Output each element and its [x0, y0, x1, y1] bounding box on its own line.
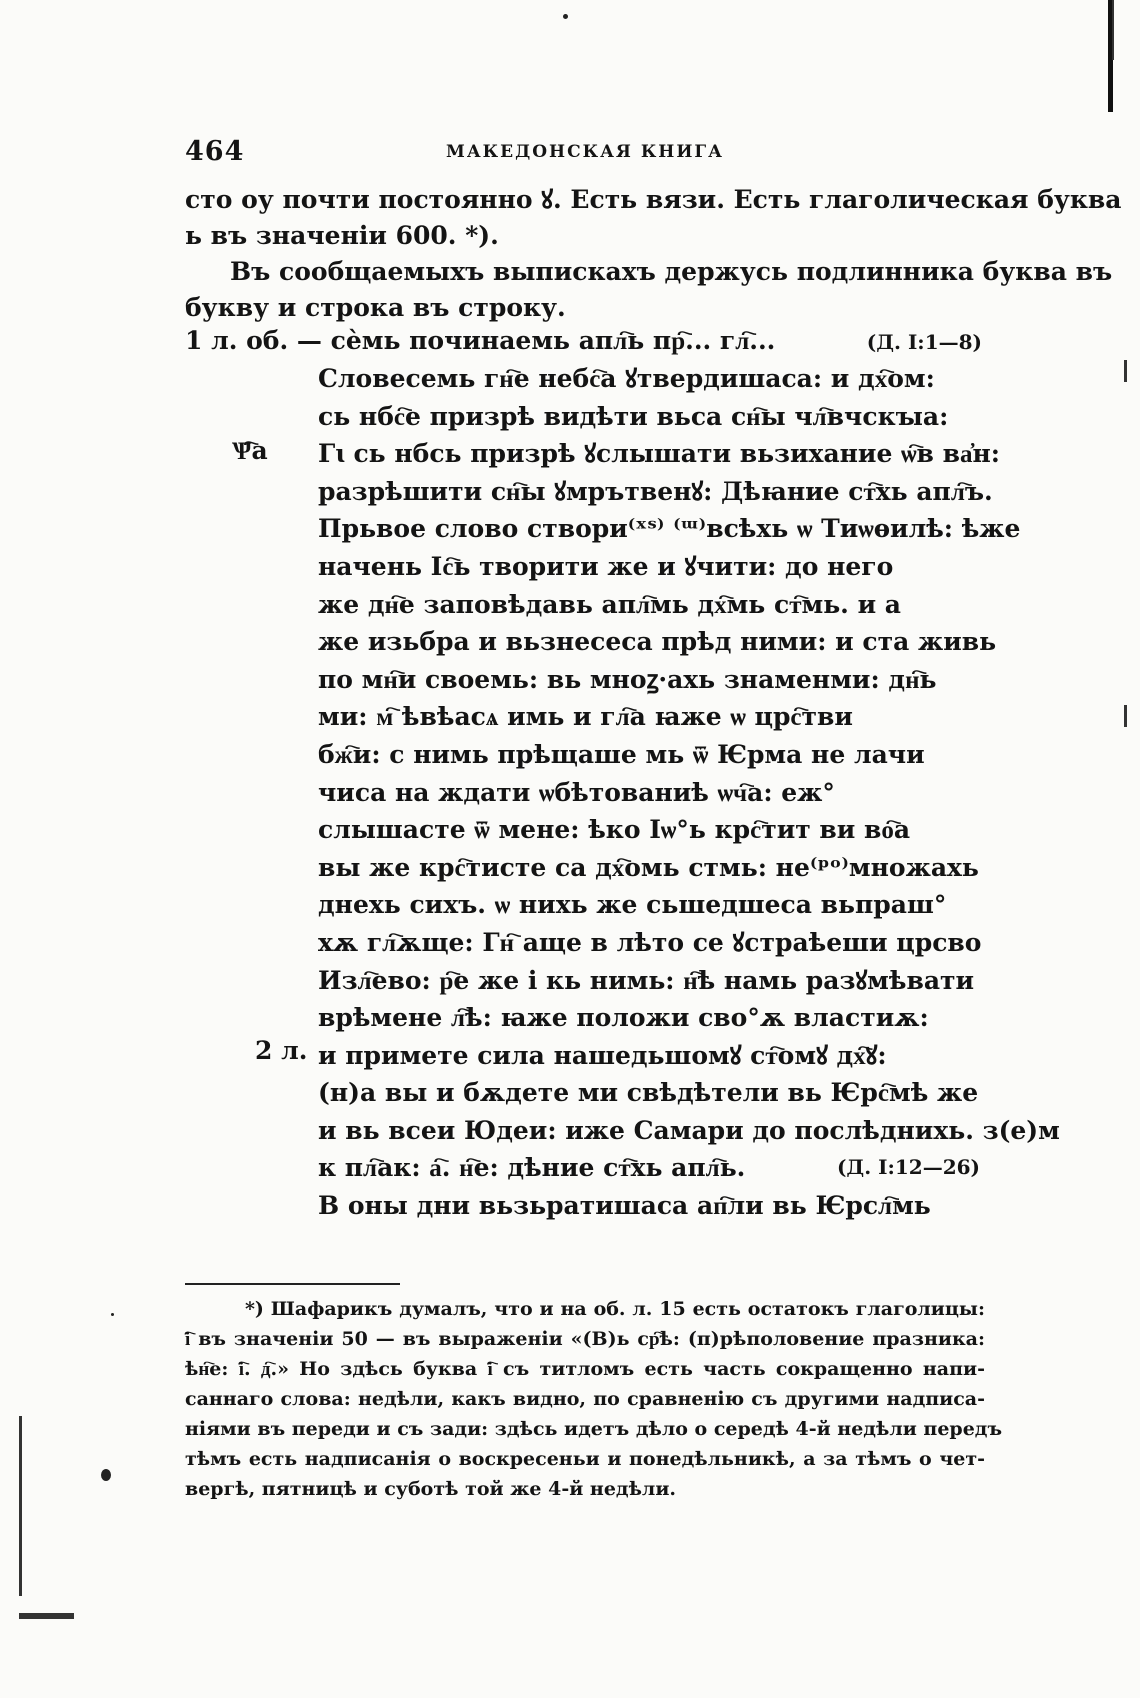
verse-line: Изл҇ево: р҇е же і кь нимь: н҇ѣ намь разꙋмѣвати — [318, 965, 975, 995]
scan-speck — [111, 1313, 114, 1316]
intro-line: букву и строка въ строку. — [185, 293, 566, 322]
second-reference: (Д. I:12—26) — [836, 1155, 980, 1180]
verse-line: днехь сихъ. ѡ нихь же сьшедшеса вьпраш° — [318, 890, 947, 920]
verse-line: и примете сила нашедьшомꙋ ст҇омꙋ дх҇ꙋ: — [318, 1040, 887, 1070]
verse-line: и вь всеи Юдеи: иже Самари до послѣднихь. з(е)м — [318, 1115, 1060, 1145]
verse-line: Прьвое слово створи⁽ˣˢ⁾ ⁽ᵚ⁾всѣхь ѡ Тиѡѳилѣ: ѣже — [318, 514, 1021, 544]
footnote-rule — [185, 1283, 400, 1285]
margin-mark — [19, 1613, 74, 1619]
scan-speck — [563, 14, 568, 19]
verse-line: к пл҇ак: а҇. н҇е: дѣние ст҇хь апл҇ь. — [318, 1153, 746, 1183]
verse-line: чиса на ждати ѡбѣтованиѣ ѡч҇а: еж° — [318, 777, 835, 807]
page-number: 464 — [185, 136, 245, 167]
verse-line-with-reference — [318, 1149, 998, 1187]
verse-line: хѫ гл҇ѫще: Гн҇ аще в лѣто се ꙋстраѣеши црсво — [318, 927, 982, 957]
verse-line: сь нбс҇е призрѣ видѣти вьса сн҇ы чл҇вчскꙑа: — [318, 401, 949, 431]
intro-line: ь въ значеніи 600. *). — [185, 221, 499, 250]
margin-mark — [1124, 360, 1127, 382]
section-heading-text: 1 л. об. — сѐмь починаемь апл҇ь пр҇... гл҇... — [185, 326, 776, 355]
scan-speck — [101, 1469, 111, 1481]
footnote-line: саннаго слова: недѣли, какъ видно, по сравненію съ другими надписа- — [185, 1388, 985, 1410]
footnote-line: *) Шафарикъ думалъ, что и на об. л. 15 есть остатокъ глаголицы: — [245, 1298, 985, 1320]
intro-line: сто оу почти постоянно ꙋ. Есть вязи. Есть глаголическая буква — [185, 185, 1122, 214]
verse-line: Словесемь гн҇е небс҇а ꙋтвердишаса: и дх҇ом: — [318, 364, 935, 393]
verse-line: бж҇и: с нимь прѣщаше мь ѿ Ѥрма не лачи — [318, 739, 925, 769]
verse-line: начень Іс҇ь творити же и ꙋчити: до него — [318, 551, 894, 581]
verse-line: Гꙇ сь нбсь призрѣ ꙋслышати вьзихание ѡ҇в ва҆н: — [318, 439, 1001, 469]
section-reference: (Д. I:1—8) — [866, 330, 982, 354]
verse-line: вы же крс҇тисте са дх҇омь стмь: не⁽ᵖᵒ⁾множахь — [318, 852, 979, 882]
section-heading — [185, 326, 982, 356]
verse-line: В оны дни вьзьратишаса ап҇ли вь Ѥрсл҇мь — [318, 1191, 931, 1221]
verse-line: разрѣшити сн҇ы ꙋмрътвенꙋ: Дѣꙗние ст҇хь апл҇ъ. — [318, 476, 993, 506]
verse-line: же дн҇е заповѣдавь апл҇мь дх҇мь ст҇мь. и а — [318, 589, 902, 619]
verse-block — [318, 360, 1060, 1225]
verse-line: врѣмене л҇ѣ: ꙗже положи сво°ѫ властиѫ: — [318, 1003, 929, 1033]
footnote-line: ѣн҇е: і҇. д҇.» Но здѣсь буква і҇ съ титломъ есть часть сокращенно напи- — [185, 1358, 985, 1380]
psalm-marker: Ѱ҇а — [232, 436, 268, 465]
verse-line: же изьбра и вьзнесеса прѣд ними: и ста живь — [318, 627, 997, 657]
footnote-line: вергѣ, пятницѣ и суботѣ той же 4-й недѣли. — [185, 1478, 677, 1500]
margin-mark — [1124, 705, 1127, 727]
footnote — [185, 1294, 1003, 1504]
verse-line: слышасте ѿ мене: ѣко Іѡ°ь крс҇тит ви во҇а — [318, 815, 911, 845]
verse-line: по мн҇и своемь: вь мноꙁ·ахь знаменми: дн҇ь — [318, 664, 937, 694]
leaf-marker: 2 л. — [255, 1036, 308, 1065]
intro-line: Въ сообщаемыхъ выпискахъ держусь подлинника буква въ — [230, 257, 1113, 286]
intro-paragraph — [185, 182, 1122, 326]
footnote-line: і҇ въ значеніи 50 — въ выраженіи «(В)ь ср҇ѣ: (п)рѣполовение празника: — [185, 1328, 985, 1350]
footnote-line: ніями въ переди и съ зади: здѣсь идетъ дѣло о середѣ 4-й недѣли передъ — [185, 1418, 1003, 1440]
verse-line: ми: м҇ ѣвѣасѧ имь и гл҇а ꙗже ѡ црс҇тви — [318, 702, 853, 732]
verse-line: (н)а вы и бѫдете ми свѣдѣтели вь Ѥрс҇мѣ же — [318, 1078, 979, 1108]
page-edge-rule-inner — [1112, 0, 1114, 60]
footnote-line: тѣмъ есть надписанія о воскресеньи и понедѣльникѣ, а за тѣмъ о чет- — [185, 1448, 985, 1470]
margin-mark — [19, 1416, 22, 1596]
running-head: МАКЕДОНСКАЯ КНИГА — [446, 142, 724, 162]
